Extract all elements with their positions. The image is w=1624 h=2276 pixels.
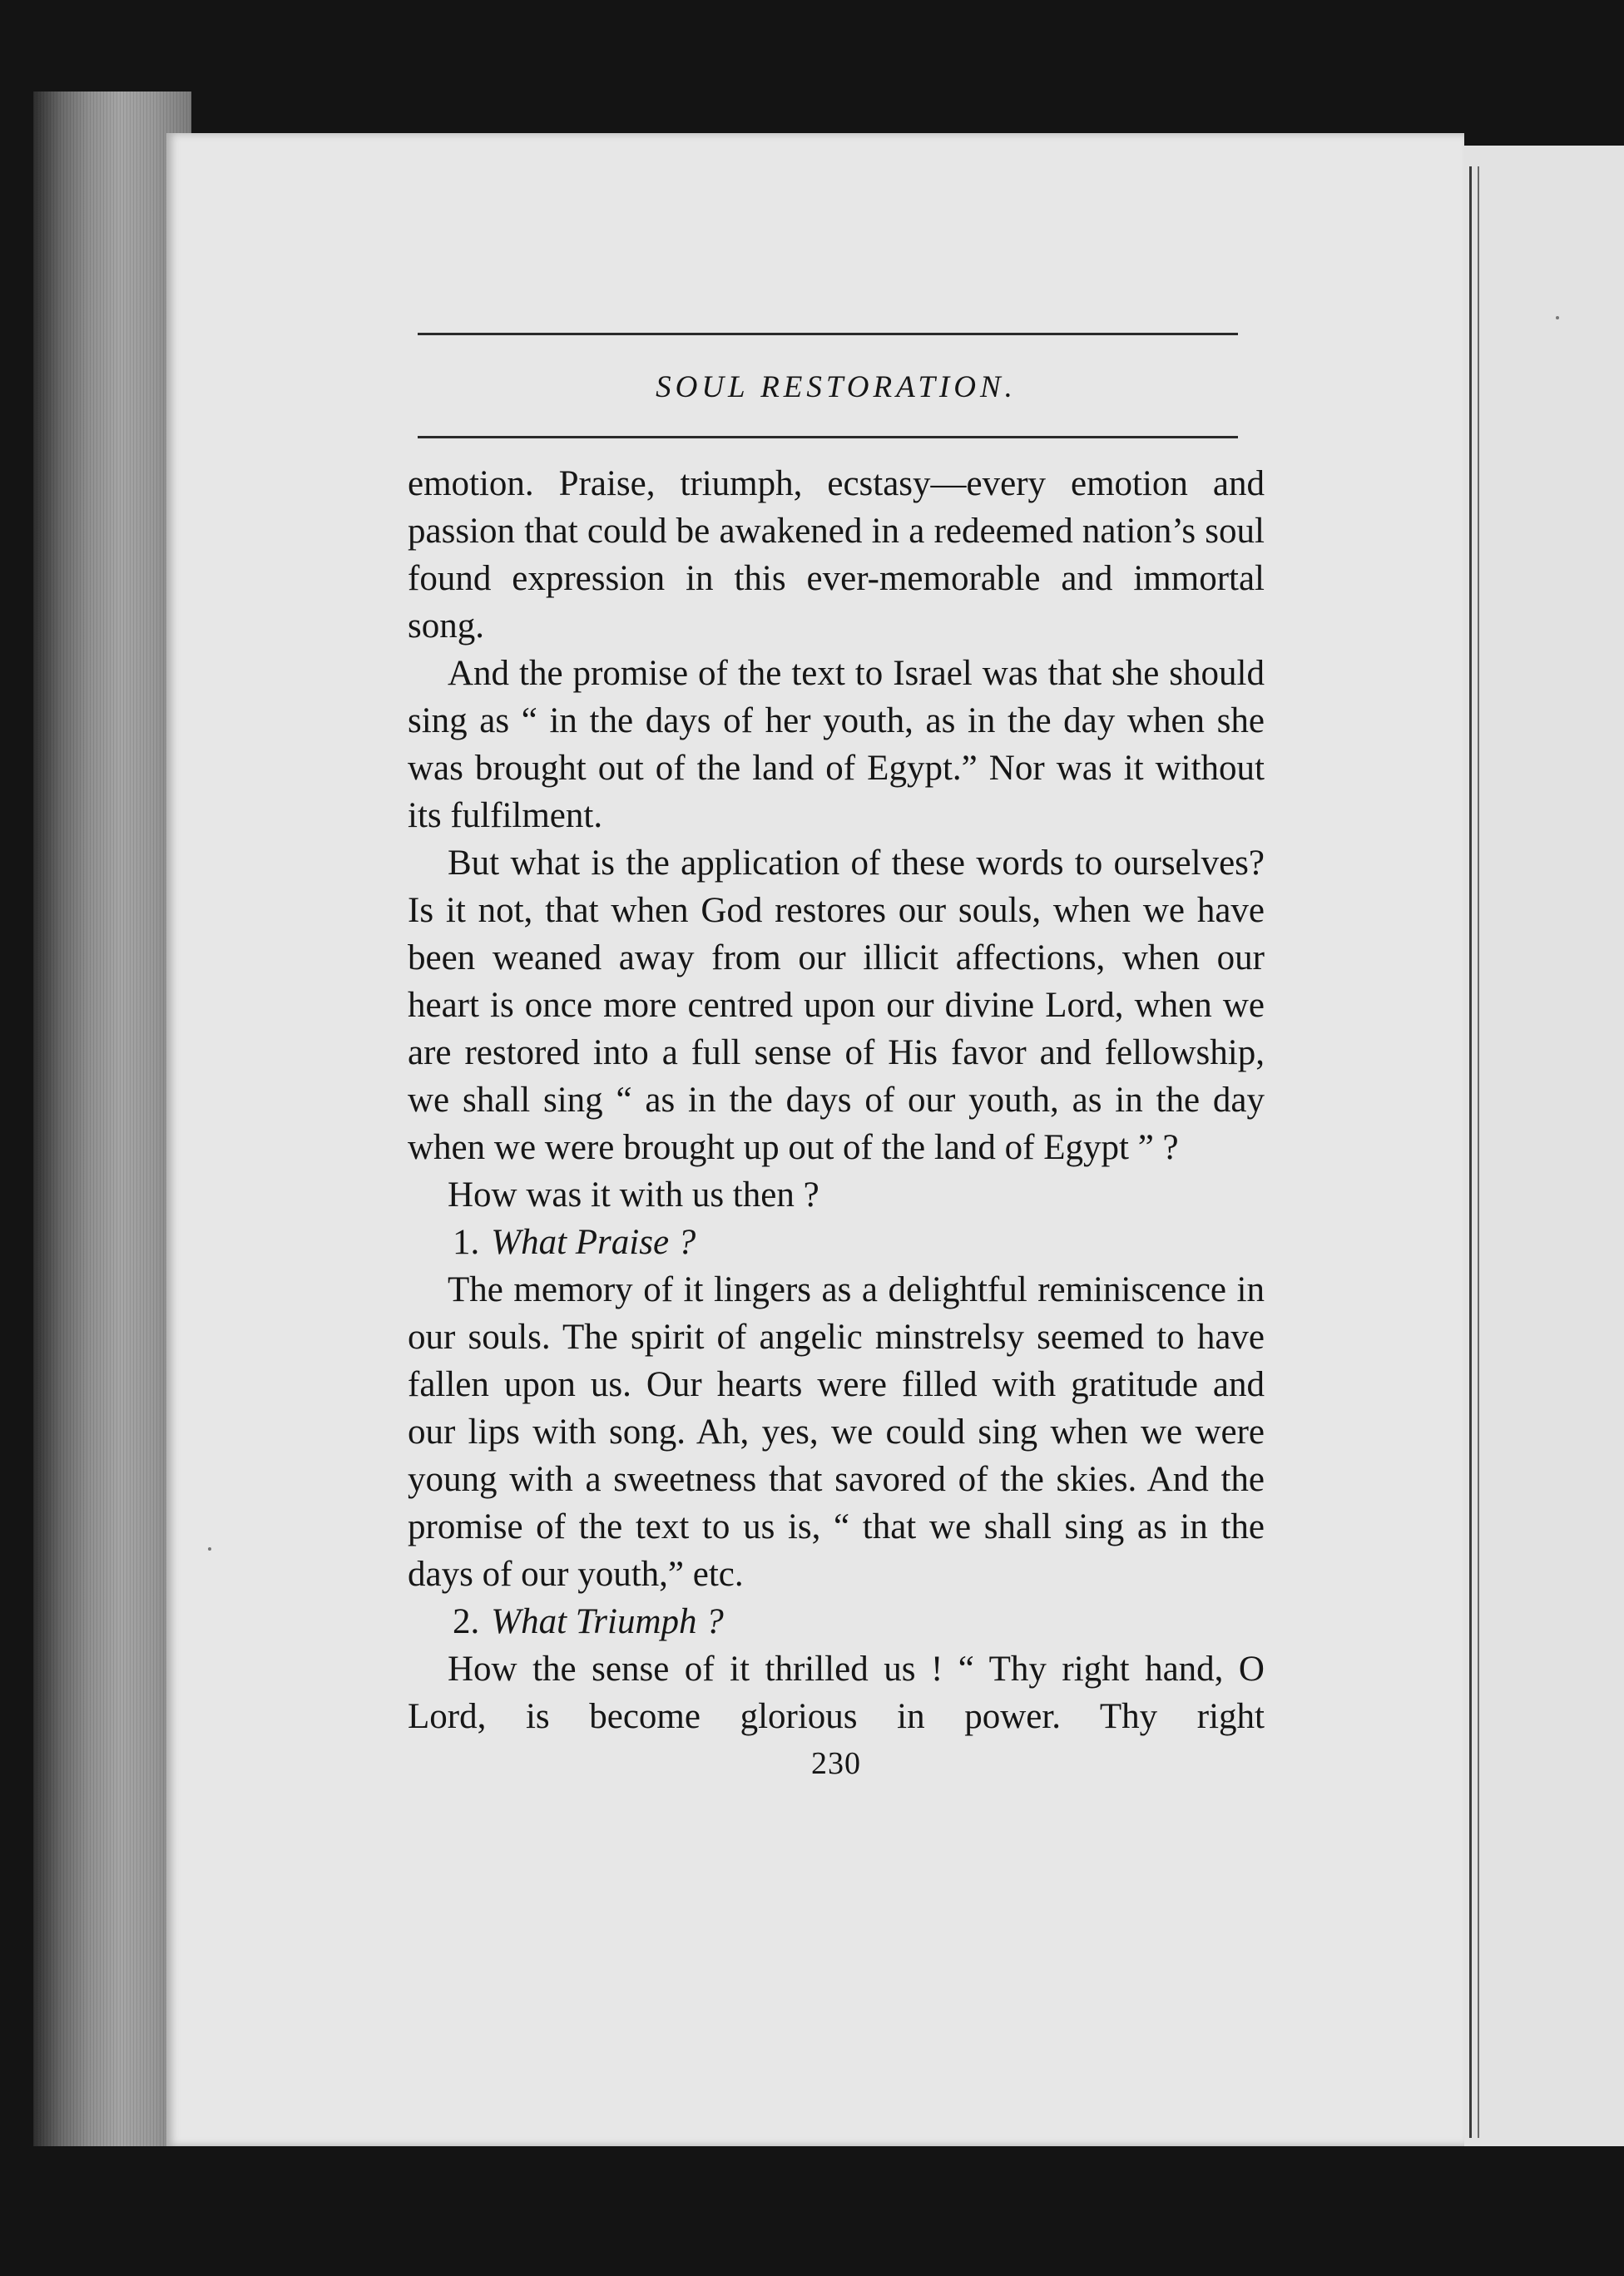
section-title: What Triumph ?	[491, 1602, 724, 1641]
section-number: 2.	[453, 1602, 480, 1641]
paragraph: And the promise of the text to Israel was that she should sing as “ in the days of her youth, as in the day when she was brought out of the land of Egypt.” Nor was it without its fulfilment.	[408, 654, 1265, 835]
section-number: 1.	[453, 1223, 480, 1262]
gutter-line-inner	[1478, 166, 1479, 2138]
header-rule-bottom	[418, 436, 1238, 438]
paper-speck	[1556, 316, 1559, 319]
section-heading-1	[408, 1219, 1265, 1266]
paper-speck	[208, 1547, 211, 1551]
paragraph: How was it with us then ?	[448, 1175, 819, 1215]
gutter-line	[1469, 166, 1472, 2138]
header-rule-top	[418, 333, 1238, 335]
page-content	[408, 333, 1265, 1782]
paragraph: How the sense of it thrilled us ! “ Thy right hand, O Lord, is become glorious in power. Thy right	[408, 1650, 1265, 1736]
paragraph: The memory of it lingers as a delightful reminiscence in our souls. The spirit of angelic minstrelsy seemed to have fallen upon us. Our hearts were filled with gratitude and our lips with song. Ah, yes, we could sing when we were young with a sweetness that savored of the skies. And the promise of the text to us is, “ that we shall sing as in the days of our youth,” etc.	[408, 1270, 1265, 1594]
page-number: 230	[811, 1746, 861, 1781]
paragraph: emotion. Praise, triumph, ecstasy—every emotion and passion that could be awakened in a redeemed nation’s soul found expression in this ever-memorable and immortal song.	[408, 464, 1265, 646]
running-head: SOUL RESTORATION.	[656, 370, 1017, 404]
section-heading-2	[408, 1598, 1265, 1645]
facing-page-edge	[1464, 146, 1624, 2146]
section-title: What Praise ?	[491, 1223, 696, 1262]
paragraph: But what is the application of these words to ourselves? Is it not, that when God restores our souls, when we have been weaned away from our illicit affections, when our heart is once more centred upon our divine Lord, when we are restored into a full sense of His favor and fellowship, we shall sing “ as in the days of our youth, as in the day when we were brought up out of the land of Egypt ” ?	[408, 844, 1265, 1167]
body-text	[408, 460, 1265, 1740]
